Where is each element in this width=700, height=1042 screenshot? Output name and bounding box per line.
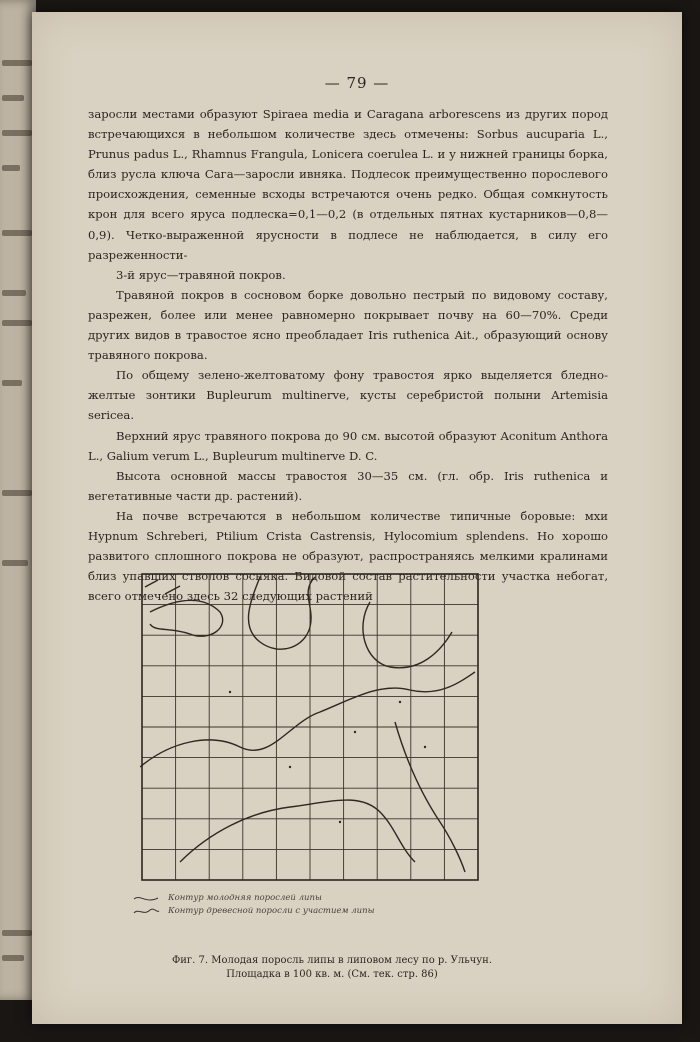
contour-line [140,672,475,767]
paragraph: заросли местами образуют Spiraea media и Caragana arborescens из других пород встречающихся в небольшом количестве здесь отмечены: Sorbus aucuparia L., Prunus padus L., Rhamnus Frangula, Lonicera coerulea L. и у нижней границы борка, близ русла ключа Сага—заросли ивняка. Подлесок преимущественно порослевого происхождения, семенные всходы встречаются очень редко. Общая сомкнутость крон для всего яруса подлеска=0,1—0,2 (в отдельных пятнах кустарников—0,8—0,9). Четко-выраженной ярусности в подлесе не наблюдается, в силу его разреженности- [88,107,608,262]
contour-line [180,800,415,862]
plot-marks [229,691,426,823]
figure-plot-map [140,572,480,882]
paragraph: На почве встречаются в небольшом количестве типичные боровые: мхи Hypnum Schreberi, Ptilium Crista Castrensis, Hylocomium splendens. Но хорошо развитого сплошного покрова не образуют, распространяясь мелкими кралинами близ упавших стволов сосняка. Видовой состав растительности участка небогат, всего отмечено здесь 32 следующих растений [88,508,608,604]
paragraph: Высота основной массы травостоя 30—35 см. (гл. обр. Iris ruthenica и вегетативные части др. растений). [88,468,608,503]
contour-line [145,580,180,594]
legend-symbol [132,907,160,917]
paragraph: Верхний ярус травяного покрова до 90 см. высотой образуют Aconitum Anthora L., Galium verum L., Bupleurum multinerve D. C. [88,428,608,463]
contour-line [248,577,315,649]
caption-line: Фиг. 7. Молодая поросль липы в липовом лесу по р. Ульчун. [171,955,493,966]
legend-entry [132,905,492,918]
contour-line [150,600,223,636]
paragraph: Травяной покров в сосновом борке довольно пестрый по видовому составу, разрежен, более или менее равномерно покрывает почву на 60—70%. Среди других видов в травостое ясно преобладает Iris ruthenica Ait., образующий основу травяного покрова. [88,287,608,363]
grid-lines [142,574,478,880]
paragraph: По общему зелено-желтоватому фону травостоя ярко выделяется бледно-желтые зонтики Bupleurum multinerve, кусты серебристой полыни Artemisia sericea. [88,368,608,423]
caption-line: Площадка в 100 кв. м. (См. тек. стр. 86) [226,969,438,980]
legend-label: Контур древесной поросли с участием липы [168,906,375,916]
figure-legend [132,892,492,918]
legend-symbol [132,894,160,904]
legend-label: Контур молодняя порослей липы [168,893,322,903]
page-number: — 79 — [324,74,390,92]
legend-entry [132,892,492,905]
grid-map-drawing [140,572,480,882]
paragraph: 3-й ярус—травяной покров. [116,267,286,282]
contour-lines [140,577,475,872]
body-text [88,104,608,606]
figure-caption [132,954,532,982]
previous-page-edge [0,0,36,1000]
book-page [32,12,682,1024]
